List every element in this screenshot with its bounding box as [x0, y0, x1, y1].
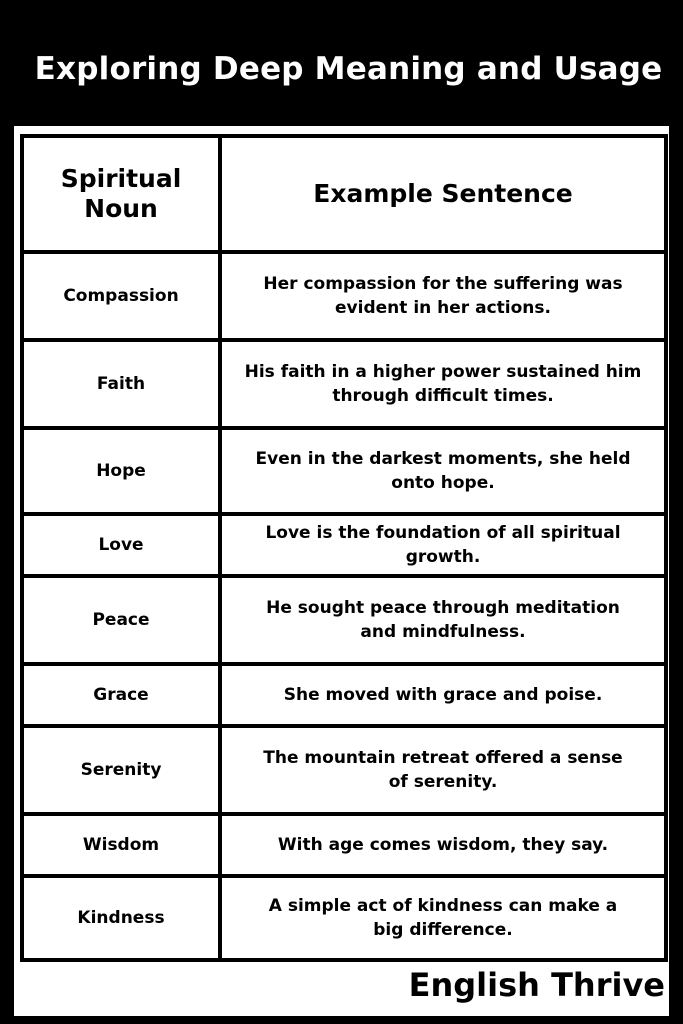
- sentence-cell: She moved with grace and poise.: [220, 664, 666, 726]
- table-row: [22, 340, 666, 428]
- sentence-cell: Her compassion for the suffering was evident in her actions.: [220, 252, 666, 340]
- column-header-noun: Spiritual Noun: [22, 136, 220, 252]
- sentence-cell: Even in the darkest moments, she held onto hope.: [220, 428, 666, 514]
- sentence-cell: The mountain retreat offered a sense of serenity.: [220, 726, 666, 814]
- noun-cell: Faith: [22, 340, 220, 428]
- table-row: [22, 664, 666, 726]
- table-header-row: [22, 136, 666, 252]
- noun-cell: Grace: [22, 664, 220, 726]
- noun-cell: Hope: [22, 428, 220, 514]
- sentence-cell: He sought peace through meditation and mindfulness.: [220, 576, 666, 664]
- sentence-cell: With age comes wisdom, they say.: [220, 814, 666, 876]
- sentence-cell: Love is the foundation of all spiritual growth.: [220, 514, 666, 576]
- vocabulary-table-container: [20, 134, 664, 962]
- table-row: [22, 428, 666, 514]
- sentence-cell: A simple act of kindness can make a big difference.: [220, 876, 666, 960]
- sentence-cell: His faith in a higher power sustained him through difficult times.: [220, 340, 666, 428]
- page-title: Exploring Deep Meaning and Usage: [34, 51, 663, 87]
- noun-cell: Kindness: [22, 876, 220, 960]
- table-row: [22, 252, 666, 340]
- noun-cell: Peace: [22, 576, 220, 664]
- title-banner: [14, 12, 669, 126]
- table-row: [22, 576, 666, 664]
- table-row: [22, 514, 666, 576]
- brand-logo-text: English Thrive: [408, 966, 665, 1004]
- noun-cell: Wisdom: [22, 814, 220, 876]
- table-row: [22, 876, 666, 960]
- noun-cell: Serenity: [22, 726, 220, 814]
- noun-cell: Love: [22, 514, 220, 576]
- table-row: [22, 726, 666, 814]
- column-header-sentence: Example Sentence: [220, 136, 666, 252]
- noun-cell: Compassion: [22, 252, 220, 340]
- vocabulary-table: [20, 134, 668, 962]
- table-row: [22, 814, 666, 876]
